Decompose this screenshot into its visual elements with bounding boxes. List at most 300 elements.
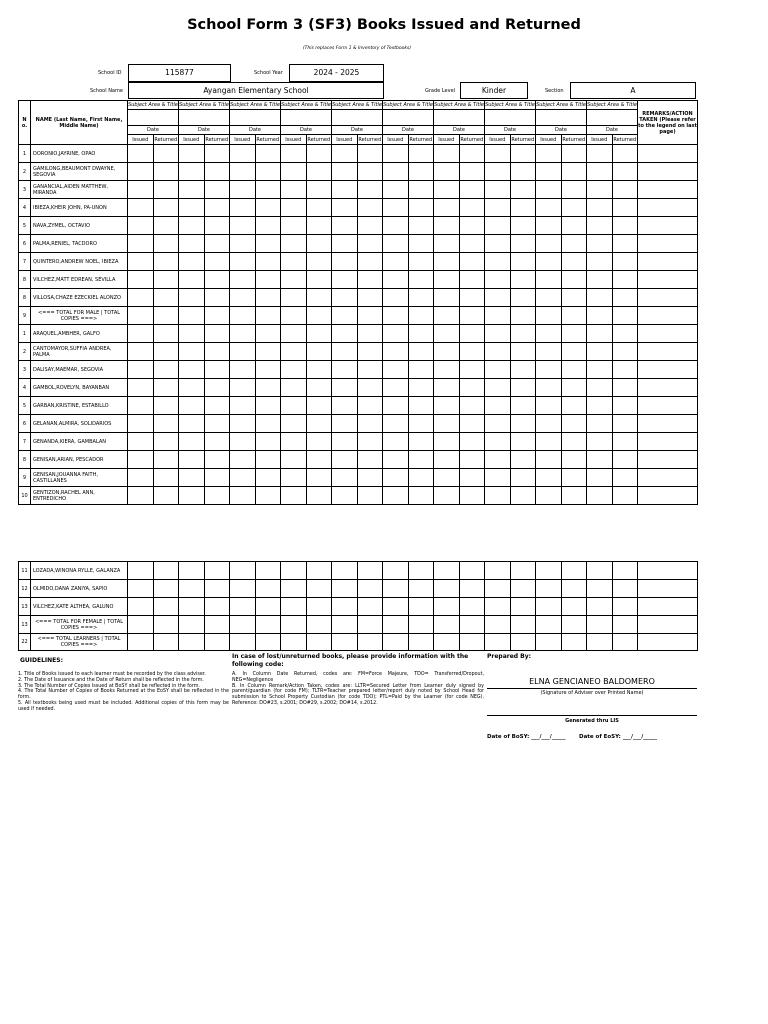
entry-cell [281, 181, 307, 199]
entry-cell [306, 253, 332, 271]
entry-cell [281, 469, 307, 487]
entry-cell [357, 217, 383, 235]
entry-cell [561, 379, 587, 397]
issued-header: Issued [485, 135, 511, 145]
entry-cell [485, 199, 511, 217]
entry-cell [587, 451, 613, 469]
guidelines-heading: GUIDELINES: [20, 657, 64, 664]
entry-cell [536, 397, 562, 415]
entry-cell [204, 343, 230, 361]
entry-cell [434, 325, 460, 343]
entry-cell [357, 361, 383, 379]
entry-cell [638, 415, 698, 433]
entry-cell [281, 145, 307, 163]
entry-cell [434, 433, 460, 451]
entry-cell [332, 379, 358, 397]
date-header: Date [434, 126, 485, 135]
entry-cell [204, 163, 230, 181]
entry-cell [357, 271, 383, 289]
subject-title-cell [536, 110, 587, 126]
entry-cell [434, 415, 460, 433]
books-table-page2 [18, 561, 698, 651]
entry-cell [230, 325, 256, 343]
header-row [19, 101, 698, 110]
entry-cell [587, 415, 613, 433]
subject-title-cell [485, 110, 536, 126]
issued-header: Issued [281, 135, 307, 145]
entry-cell [587, 580, 613, 598]
entry-cell [434, 451, 460, 469]
entry-cell [485, 289, 511, 307]
entry-cell [510, 235, 536, 253]
entry-cell [587, 343, 613, 361]
entry-cell [459, 271, 485, 289]
entry-cell [536, 598, 562, 616]
entry-cell [179, 289, 205, 307]
row-number: 12 [19, 580, 31, 598]
entry-cell [255, 271, 281, 289]
generated-line [487, 715, 697, 716]
entry-cell [306, 325, 332, 343]
entry-cell [485, 451, 511, 469]
row-number: 8 [19, 289, 31, 307]
entry-cell [153, 361, 179, 379]
entry-cell [306, 307, 332, 325]
entry-cell [485, 343, 511, 361]
entry-cell [128, 469, 154, 487]
row-number: 11 [19, 562, 31, 580]
school-id-label: School ID [98, 70, 122, 76]
entry-cell [281, 379, 307, 397]
entry-cell [255, 253, 281, 271]
entry-cell [587, 616, 613, 634]
entry-cell [561, 469, 587, 487]
entry-cell [179, 361, 205, 379]
table-row [19, 145, 698, 163]
entry-cell [153, 343, 179, 361]
entry-cell [255, 307, 281, 325]
entry-cell [536, 145, 562, 163]
entry-cell [383, 379, 409, 397]
entry-cell [332, 217, 358, 235]
entry-cell [357, 307, 383, 325]
entry-cell [204, 307, 230, 325]
entry-cell [561, 199, 587, 217]
row-number: 7 [19, 253, 31, 271]
entry-cell [561, 307, 587, 325]
returned-header: Returned [511, 136, 535, 143]
entry-cell [459, 217, 485, 235]
entry-cell [638, 487, 698, 505]
entry-cell [128, 616, 154, 634]
entry-cell [561, 163, 587, 181]
entry-cell [612, 433, 638, 451]
entry-cell [638, 451, 698, 469]
signature-caption: (Signature of Adviser over Printed Name) [540, 690, 644, 696]
entry-cell [638, 253, 698, 271]
entry-cell [204, 325, 230, 343]
total-label: <=== TOTAL LEARNERS | TOTAL COPIES ===> [31, 634, 128, 651]
entry-cell [485, 415, 511, 433]
entry-cell [510, 145, 536, 163]
entry-cell [638, 562, 698, 580]
table-row [19, 487, 698, 505]
entry-cell [485, 616, 511, 634]
entry-cell [204, 145, 230, 163]
returned-header: Returned [409, 136, 433, 143]
entry-cell [255, 469, 281, 487]
entry-cell [281, 562, 307, 580]
issued-header: Issued [536, 135, 562, 145]
generated-note: Generated thru LIS [565, 718, 619, 724]
entry-cell [459, 634, 485, 651]
entry-cell [587, 562, 613, 580]
entry-cell [510, 598, 536, 616]
subject-title-cell [281, 110, 332, 126]
entry-cell [230, 145, 256, 163]
entry-cell [434, 181, 460, 199]
entry-cell [255, 379, 281, 397]
entry-cell [536, 199, 562, 217]
entry-cell [204, 199, 230, 217]
entry-cell [510, 397, 536, 415]
entry-cell [179, 307, 205, 325]
entry-cell [383, 235, 409, 253]
entry-cell [357, 343, 383, 361]
entry-cell [128, 361, 154, 379]
entry-cell [230, 451, 256, 469]
entry-cell [281, 343, 307, 361]
entry-cell [485, 235, 511, 253]
entry-cell [255, 634, 281, 651]
entry-cell [153, 217, 179, 235]
entry-cell [459, 598, 485, 616]
subject-area-header: Subject Area & Title [281, 102, 331, 108]
entry-cell [357, 451, 383, 469]
entry-cell [306, 235, 332, 253]
lost-books-codes [232, 672, 484, 707]
row-number: 8 [19, 451, 31, 469]
table-row [19, 199, 698, 217]
entry-cell [459, 415, 485, 433]
entry-cell [383, 598, 409, 616]
entry-cell [204, 616, 230, 634]
entry-cell [638, 361, 698, 379]
entry-cell [434, 562, 460, 580]
entry-cell [561, 289, 587, 307]
entry-cell [128, 235, 154, 253]
entry-cell [281, 271, 307, 289]
entry-cell [357, 253, 383, 271]
entry-cell [230, 397, 256, 415]
entry-cell [332, 361, 358, 379]
entry-cell [153, 562, 179, 580]
entry-cell [612, 634, 638, 651]
entry-cell [459, 469, 485, 487]
entry-cell [332, 199, 358, 217]
entry-cell [306, 469, 332, 487]
entry-cell [332, 271, 358, 289]
entry-cell [638, 379, 698, 397]
date-header: Date [587, 126, 638, 135]
entry-cell [638, 634, 698, 651]
entry-cell [561, 361, 587, 379]
entry-cell [434, 634, 460, 651]
table-row [19, 562, 698, 580]
date-header: Date [128, 126, 179, 135]
date-header: Date [281, 126, 332, 135]
row-number: 2 [19, 163, 31, 181]
lost-books-heading: In case of lost/unreturned books, please provide information with the following code: [232, 653, 469, 668]
table-row [19, 433, 698, 451]
entry-cell [408, 562, 434, 580]
issued-header: Issued [383, 135, 409, 145]
table-row [19, 361, 698, 379]
entry-cell [485, 433, 511, 451]
entry-cell [230, 598, 256, 616]
entry-cell [587, 307, 613, 325]
row-number: 10 [19, 487, 31, 505]
entry-cell [536, 253, 562, 271]
entry-cell [128, 634, 154, 651]
entry-cell [179, 271, 205, 289]
subject-title-cell [230, 110, 281, 126]
entry-cell [383, 433, 409, 451]
entry-cell [485, 469, 511, 487]
entry-cell [383, 199, 409, 217]
entry-cell [306, 199, 332, 217]
entry-cell [561, 145, 587, 163]
prepared-by-heading: Prepared By: [487, 653, 532, 660]
lost-code-item: A. In Column Date Returned, codes are: FM=Force Majeure, TDO= Transferred/Dropout, NEG=Negligence [232, 672, 484, 683]
entry-cell [179, 253, 205, 271]
entry-cell [638, 145, 698, 163]
entry-cell [510, 289, 536, 307]
entry-cell [459, 343, 485, 361]
entry-cell [434, 616, 460, 634]
row-number: 9 [19, 469, 31, 487]
subject-area-header: Subject Area & Title [128, 102, 178, 108]
subject-title-cell [332, 110, 383, 126]
entry-cell [485, 325, 511, 343]
entry-cell [612, 451, 638, 469]
remarks-header: REMARKS/ACTION TAKEN (Please refer to the legend on last page) [638, 101, 698, 145]
learner-name: GENISAN,ARIAN, PESCADOR [31, 451, 128, 469]
entry-cell [306, 379, 332, 397]
entry-cell [510, 469, 536, 487]
row-number: 13 [19, 598, 31, 616]
entry-cell [408, 217, 434, 235]
guideline-item: 1. Title of Books issued to each learner must be recorded by the class adviser. [18, 672, 206, 677]
subject-title-cell [128, 110, 179, 126]
entry-cell [230, 163, 256, 181]
entry-cell [230, 487, 256, 505]
entry-cell [587, 145, 613, 163]
entry-cell [255, 235, 281, 253]
entry-cell [459, 562, 485, 580]
entry-cell [204, 451, 230, 469]
entry-cell [561, 235, 587, 253]
entry-cell [612, 253, 638, 271]
entry-cell [230, 271, 256, 289]
entry-cell [408, 451, 434, 469]
date-header: Date [536, 126, 587, 135]
entry-cell [459, 379, 485, 397]
returned-header: Returned [613, 136, 637, 143]
entry-cell [281, 451, 307, 469]
entry-cell [561, 415, 587, 433]
subject-title-cell [383, 110, 434, 126]
entry-cell [408, 181, 434, 199]
entry-cell [153, 451, 179, 469]
date-header: Date [383, 126, 434, 135]
entry-cell [612, 379, 638, 397]
entry-cell [561, 433, 587, 451]
entry-cell [255, 451, 281, 469]
entry-cell [408, 415, 434, 433]
entry-cell [459, 361, 485, 379]
entry-cell [587, 271, 613, 289]
guideline-item: 4. The Total Number of Copies of Books Returned at the EoSY shall be reflected in the form. [18, 689, 229, 701]
entry-cell [408, 235, 434, 253]
entry-cell [434, 487, 460, 505]
learner-name: DORONIO,JAYRINE, OPAO [31, 145, 128, 163]
subject-area-header: Subject Area & Title [536, 102, 586, 108]
entry-cell [434, 217, 460, 235]
entry-cell [230, 343, 256, 361]
entry-cell [383, 451, 409, 469]
entry-cell [230, 415, 256, 433]
entry-cell [459, 253, 485, 271]
school-id-value: 115877 [128, 64, 231, 82]
number-header: N o. [19, 101, 31, 145]
entry-cell [612, 487, 638, 505]
row-number: 3 [19, 361, 31, 379]
learner-name: GAMBOL,ROVELYN, BAYANBAN [31, 379, 128, 397]
entry-cell [128, 271, 154, 289]
entry-cell [230, 361, 256, 379]
entry-cell [332, 634, 358, 651]
school-year-value: 2024 - 2025 [289, 64, 384, 82]
subject-area-header: Subject Area & Title [587, 102, 637, 108]
issued-header: Issued [434, 135, 460, 145]
entry-cell [357, 415, 383, 433]
entry-cell [587, 181, 613, 199]
total-row [19, 307, 698, 325]
entry-cell [408, 580, 434, 598]
entry-cell [510, 562, 536, 580]
table-row [19, 271, 698, 289]
entry-cell [408, 598, 434, 616]
entry-cell [128, 307, 154, 325]
entry-cell [459, 199, 485, 217]
entry-cell [638, 397, 698, 415]
issued-header: Issued [230, 135, 256, 145]
learner-name: GANANCIAL,AIDEN MATTHEW, MIRANDA [31, 181, 128, 199]
date-header: Date [332, 126, 383, 135]
entry-cell [459, 397, 485, 415]
entry-cell [281, 235, 307, 253]
entry-cell [332, 616, 358, 634]
entry-cell [587, 634, 613, 651]
entry-cell [459, 580, 485, 598]
entry-cell [408, 433, 434, 451]
entry-cell [230, 379, 256, 397]
entry-cell [255, 580, 281, 598]
entry-cell [536, 217, 562, 235]
entry-cell [638, 289, 698, 307]
subject-title-cell [434, 110, 485, 126]
lost-code-item: B. In Column Remark/Action Taken, codes are: LLTR=Secured Letter from Learner duly signed by parent/guardian (for code FM); TLTR=Teacher prepared letter/report duly noted by School Head for submission to School Property Custodian (for code TDO); PTL=Paid by the Learner (for code NEG). Reference: DO#23, s.2001; DO#29, s.2002; DO#14, s.2012. [232, 683, 484, 706]
entry-cell [561, 598, 587, 616]
table-row [19, 235, 698, 253]
date-eosy: Date of EoSY: ___/___/_____ [579, 734, 658, 740]
entry-cell [587, 361, 613, 379]
adviser-name: ELNA GENCIANEO BALDOMERO [529, 677, 655, 686]
entry-cell [281, 325, 307, 343]
entry-cell [536, 325, 562, 343]
table-row [19, 379, 698, 397]
entry-cell [587, 217, 613, 235]
row-number: 3 [19, 181, 31, 199]
date-header: Date [230, 126, 281, 135]
entry-cell [434, 145, 460, 163]
entry-cell [434, 289, 460, 307]
entry-cell [485, 397, 511, 415]
learner-name: VILCHEZ,MATT EDREAN, SEVILLA [31, 271, 128, 289]
entry-cell [485, 562, 511, 580]
entry-cell [587, 433, 613, 451]
entry-cell [179, 487, 205, 505]
entry-cell [255, 397, 281, 415]
entry-cell [255, 181, 281, 199]
entry-cell [255, 562, 281, 580]
entry-cell [204, 271, 230, 289]
entry-cell [408, 325, 434, 343]
entry-cell [612, 307, 638, 325]
entry-cell [612, 361, 638, 379]
entry-cell [536, 343, 562, 361]
learner-name: GENISAN,JOUANNA FAITH, CASTILLANES [31, 469, 128, 487]
entry-cell [281, 253, 307, 271]
entry-cell [204, 433, 230, 451]
entry-cell [128, 253, 154, 271]
learner-name: VILCHEZ,KATE ALTHEA, GALUNO [31, 598, 128, 616]
entry-cell [281, 163, 307, 181]
entry-cell [536, 163, 562, 181]
entry-cell [204, 580, 230, 598]
entry-cell [485, 253, 511, 271]
entry-cell [459, 289, 485, 307]
entry-cell [383, 163, 409, 181]
entry-cell [204, 598, 230, 616]
row-number: 22 [19, 634, 31, 651]
school-name-value: Ayangan Elementary School [128, 82, 384, 99]
entry-cell [510, 307, 536, 325]
entry-cell [434, 361, 460, 379]
entry-cell [204, 289, 230, 307]
entry-cell [255, 199, 281, 217]
table-row [19, 325, 698, 343]
entry-cell [638, 271, 698, 289]
subject-area-header: Subject Area & Title [179, 102, 229, 108]
entry-cell [306, 616, 332, 634]
entry-cell [281, 487, 307, 505]
name-header: NAME (Last Name, First Name, Middle Name) [31, 101, 128, 145]
entry-cell [204, 361, 230, 379]
entry-cell [255, 145, 281, 163]
table-row [19, 343, 698, 361]
